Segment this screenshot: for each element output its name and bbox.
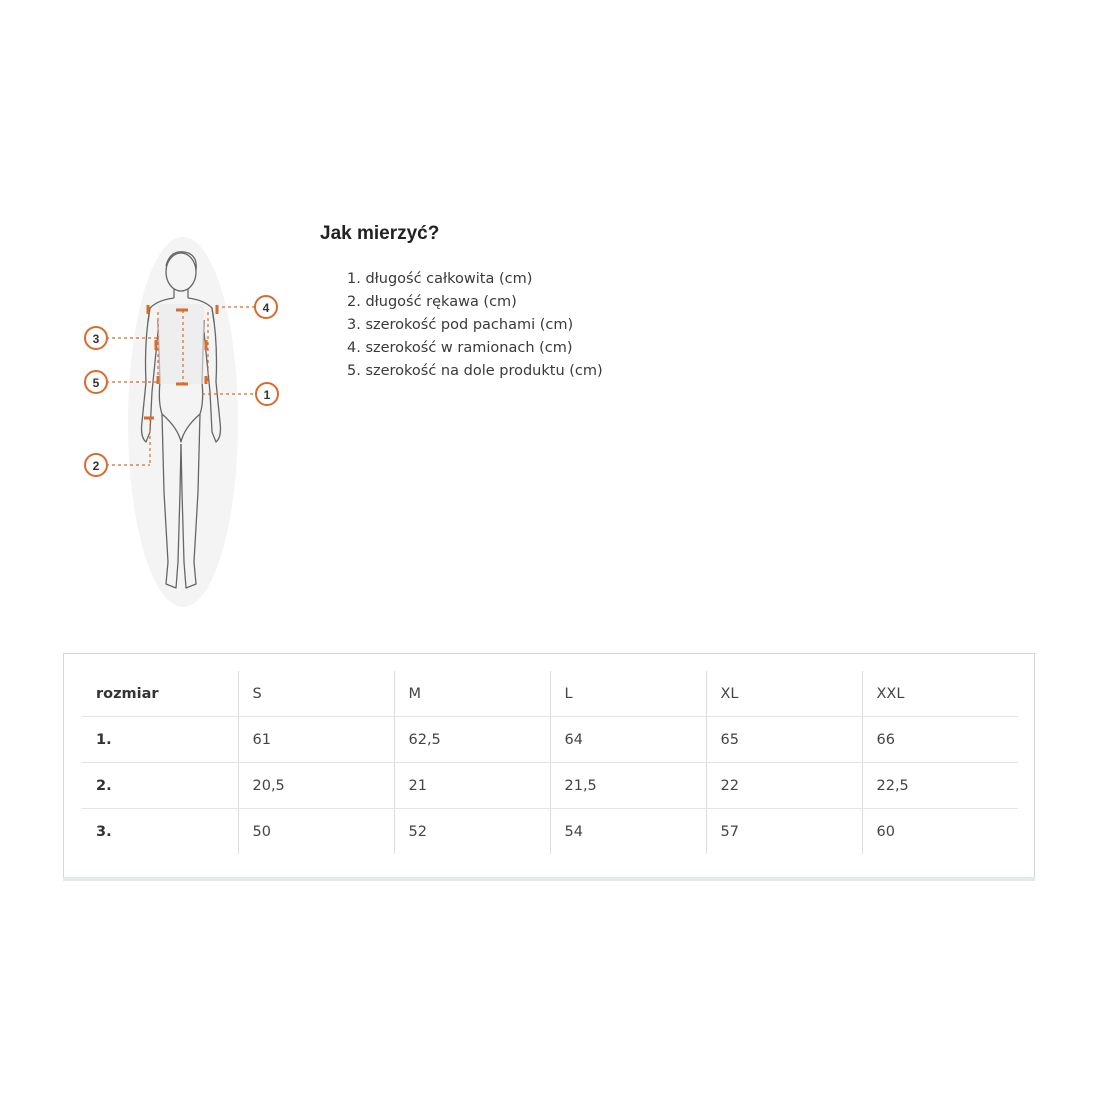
header-cell: XL xyxy=(706,671,862,717)
row-label: 2. xyxy=(82,763,238,809)
marker-3 xyxy=(85,327,107,349)
table-cell: 62,5 xyxy=(394,717,550,763)
table-cell: 66 xyxy=(862,717,1018,763)
marker-5 xyxy=(85,371,107,393)
row-label: 3. xyxy=(96,823,112,840)
table-cell: 22 xyxy=(706,763,862,809)
table-cell: 61 xyxy=(238,717,394,763)
svg-text:5: 5 xyxy=(92,376,100,390)
how-to-measure-title: Jak mierzyć? xyxy=(320,223,440,244)
table-row xyxy=(82,763,1018,809)
table-cell: 60 xyxy=(862,809,1018,855)
marker-4 xyxy=(255,296,277,318)
table-cell: 57 xyxy=(706,809,862,855)
measurement-item-5: 5. szerokość na dole produktu (cm) xyxy=(347,363,603,379)
table-cell: 65 xyxy=(706,717,862,763)
svg-text:1: 1 xyxy=(263,388,271,402)
table-row xyxy=(82,717,1018,763)
marker-2 xyxy=(85,454,107,476)
header-cell: XXL xyxy=(862,671,1018,717)
measurement-item-2: 2. długość rękawa (cm) xyxy=(347,294,517,310)
table-cell: 22,5 xyxy=(862,763,1018,809)
header-cell-size: rozmiar xyxy=(82,671,238,717)
table-row xyxy=(82,809,1018,855)
table-cell: 64 xyxy=(550,717,706,763)
svg-text:4: 4 xyxy=(262,301,270,315)
measurement-item-1: 1. długość całkowita (cm) xyxy=(347,271,533,287)
table-cell: 52 xyxy=(394,809,550,855)
header-cell: S xyxy=(238,671,394,717)
measurement-list xyxy=(320,268,820,383)
size-table-container xyxy=(63,653,1035,879)
size-table xyxy=(82,671,1018,854)
marker-1 xyxy=(256,383,278,405)
table-header-row xyxy=(82,671,1018,717)
table-cell: 54 xyxy=(550,809,706,855)
table-cell: 50 xyxy=(238,809,394,855)
header-cell: M xyxy=(394,671,550,717)
table-cell: 20,5 xyxy=(238,763,394,809)
measurement-figure xyxy=(78,232,288,607)
row-label: 1. xyxy=(82,717,238,763)
measurement-item-4: 4. szerokość w ramionach (cm) xyxy=(347,340,573,356)
table-bottom-border xyxy=(63,877,1035,881)
table-cell: 21 xyxy=(394,763,550,809)
body-silhouette-illustration xyxy=(78,232,288,607)
measurement-item-3: 3. szerokość pod pachami (cm) xyxy=(347,317,574,333)
header-cell: L xyxy=(550,671,706,717)
table-cell: 21,5 xyxy=(550,763,706,809)
svg-text:2: 2 xyxy=(92,459,100,473)
svg-text:3: 3 xyxy=(92,332,100,346)
how-to-measure-section xyxy=(320,222,820,383)
